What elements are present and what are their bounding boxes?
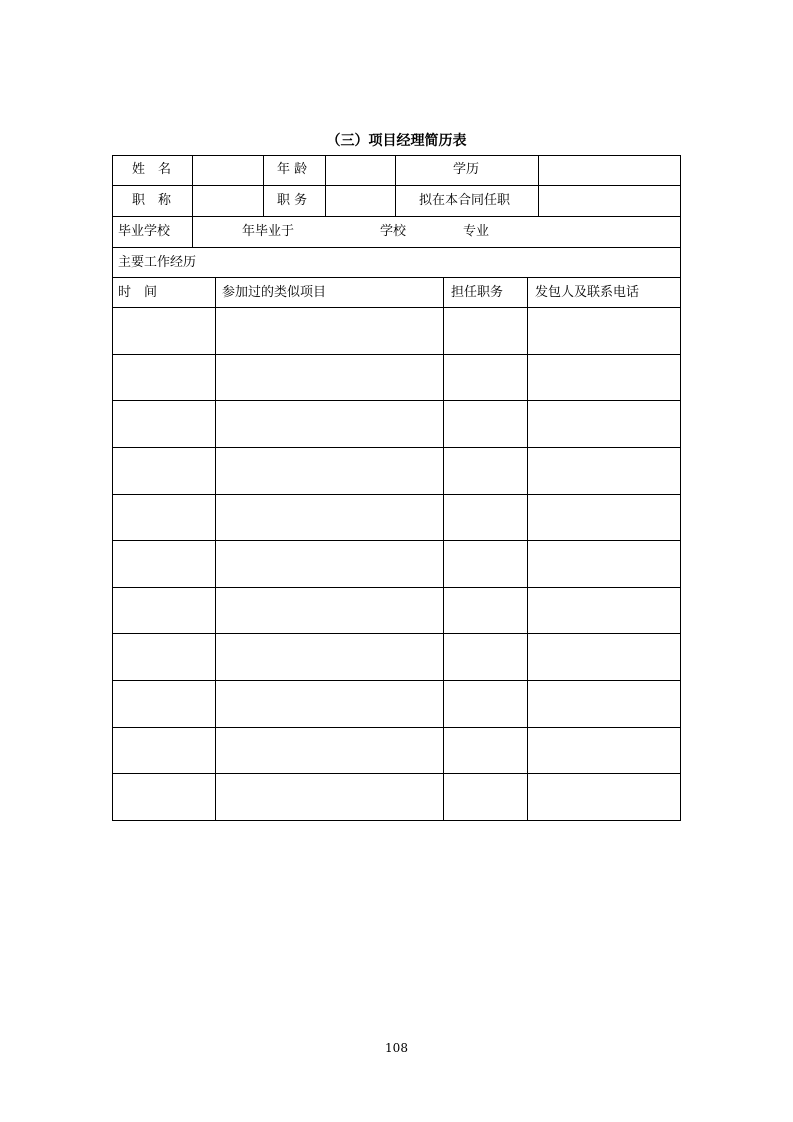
time-column-header: 时 间 (118, 285, 158, 300)
name-label: 姓 名 (132, 162, 172, 177)
graduation-year-text: 年毕业于 (242, 224, 295, 239)
education-label: 学历 (453, 162, 480, 177)
row-divider (112, 633, 681, 634)
planned-role-label: 拟在本合同任职 (419, 193, 511, 208)
row-divider (112, 307, 681, 308)
contact-column-header: 发包人及联系电话 (535, 285, 640, 300)
age-label: 年 龄 (277, 162, 308, 177)
row-divider (112, 354, 681, 355)
row-divider (112, 247, 681, 248)
column-divider (443, 277, 444, 821)
position-label: 职 务 (277, 193, 308, 208)
school-name-text: 学校 (380, 224, 407, 239)
row-divider (112, 727, 681, 728)
column-divider (263, 155, 264, 217)
major-text: 专业 (463, 224, 490, 239)
work-history-section-label: 主要工作经历 (118, 255, 197, 270)
role-column-header: 担任职务 (451, 285, 504, 300)
form-title: （三）项目经理简历表 (326, 133, 467, 149)
column-divider (215, 277, 216, 821)
school-label: 毕业学校 (118, 224, 171, 239)
table-border-left (112, 155, 113, 821)
professional-title-label: 职 称 (132, 193, 172, 208)
row-divider (112, 185, 681, 186)
row-divider (112, 447, 681, 448)
project-column-header: 参加过的类似项目 (222, 285, 327, 300)
row-divider (112, 216, 681, 217)
resume-form-table (112, 155, 681, 821)
page-number: 108 (385, 1041, 408, 1055)
column-divider (192, 216, 193, 248)
column-divider (325, 155, 326, 217)
row-divider (112, 680, 681, 681)
column-divider (192, 155, 193, 217)
row-divider (112, 277, 681, 278)
column-divider (538, 155, 539, 217)
table-border-top (112, 155, 681, 156)
row-divider (112, 540, 681, 541)
column-divider (395, 155, 396, 217)
row-divider (112, 400, 681, 401)
table-border-right (680, 155, 681, 821)
row-divider (112, 494, 681, 495)
column-divider (527, 277, 528, 821)
row-divider (112, 587, 681, 588)
row-divider (112, 773, 681, 774)
table-border-bottom (112, 820, 681, 821)
